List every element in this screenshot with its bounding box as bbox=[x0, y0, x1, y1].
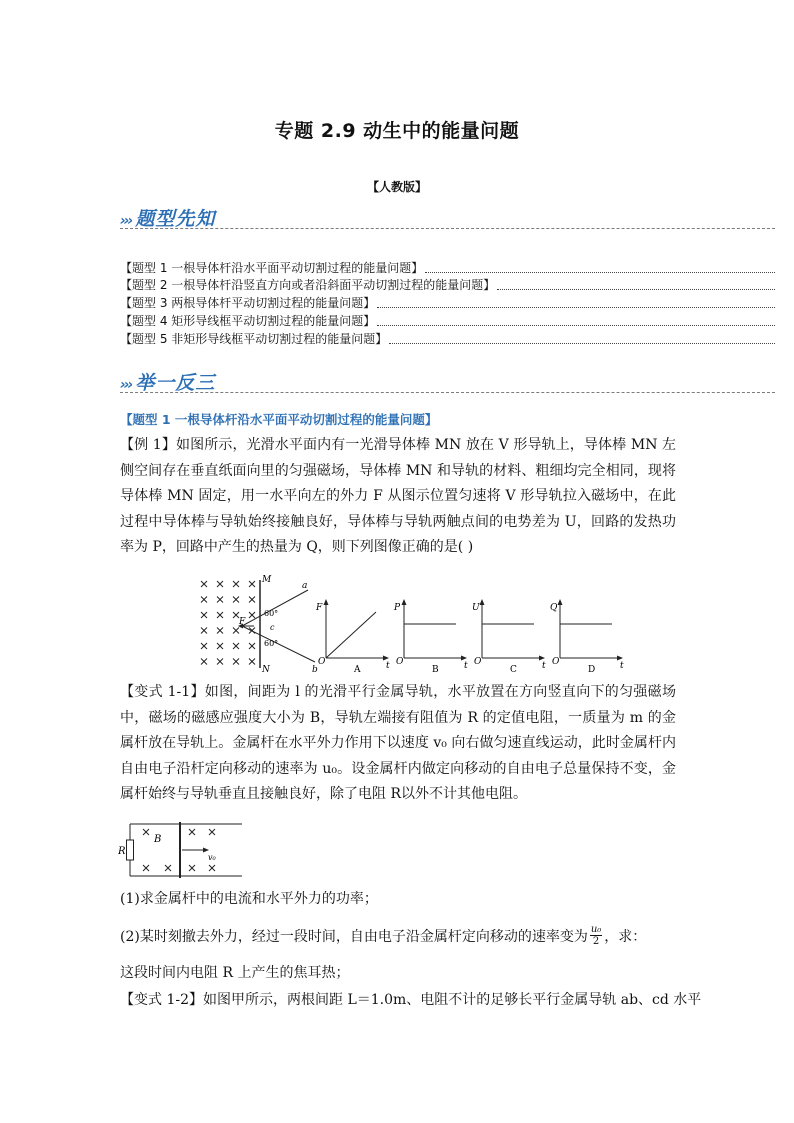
banner-arrows-icon: ››› bbox=[120, 377, 132, 393]
variant-1-1 bbox=[120, 680, 676, 808]
banner-divider bbox=[120, 392, 775, 393]
graph-d-ylabel: Q bbox=[550, 603, 558, 613]
graph-a-origin: O bbox=[318, 657, 326, 667]
label-m: M bbox=[262, 575, 272, 585]
label-c: c bbox=[270, 623, 275, 632]
label-r: R bbox=[118, 846, 126, 857]
magnetic-field-crosses bbox=[201, 581, 255, 665]
toc-item-1[interactable] bbox=[120, 260, 775, 276]
graph-a-xlabel: t bbox=[386, 661, 390, 671]
toc-leader bbox=[377, 325, 775, 326]
figure-v-rail-and-graphs bbox=[190, 572, 630, 678]
toc-item-4[interactable] bbox=[120, 313, 775, 329]
graph-c-xlabel: t bbox=[542, 661, 546, 671]
variant-text: 如图，间距为 l 的光滑平行金属导轨，水平放置在方向竖直向下的匀强磁场中，磁场的磁感应强度大小为 B，导轨左端接有阻值为 R 的定值电阻，一质量为 m 的金属杆放在导轨上。金属杆在水平外力作用下以速度 v₀ 向右做匀速直线运动，此时金属杆内自由电子沿杆定向移动的速率为 u₀。设金属杆内做定向移动的自由电子总量保持不变，金属杆始终与导轨垂直且接触良好，除了电阻 R以外不计其他电阻。 bbox=[120, 684, 676, 802]
toc-item-label: 【题型 2 一根导体杆沿竖直方向或者沿斜面平动切割过程的能量问题】 bbox=[120, 278, 496, 292]
banner-question-types bbox=[120, 204, 215, 228]
variant-1-2 bbox=[120, 989, 701, 1009]
toc-item-label: 【题型 5 非矩形导线框平动切割过程的能量问题】 bbox=[120, 332, 388, 346]
graph-a-ylabel: F bbox=[316, 603, 323, 613]
rail-upper bbox=[242, 590, 308, 626]
fraction-denominator: 2 bbox=[592, 936, 600, 947]
toc-leader bbox=[377, 307, 775, 308]
graph-b-option: B bbox=[432, 665, 439, 675]
toc-leader bbox=[389, 343, 775, 344]
example-text: 如图所示，光滑水平面内有一光滑导体棒 MN 放在 V 形导轨上，导体棒 MN 左侧空间存在垂直纸面向里的匀强磁场，导体棒 MN 和导轨的材料、粗细均完全相同，现将导体棒 MN 固定，用一水平向左的外力 F 从图示位置匀速将 V 形导轨拉入磁场中，在此过程中导体棒与导轨始终接触良好，导体棒与导轨两触点间的电势差为 U，回路的发热功率为 P，回路中产生的热量为 Q，则下列图像正确的是( ) bbox=[120, 437, 677, 555]
velocity-arrowhead bbox=[203, 848, 209, 853]
banner-divider bbox=[120, 228, 775, 229]
toc-item-2[interactable] bbox=[120, 277, 775, 293]
toc-leader bbox=[425, 272, 775, 273]
variant-label: 【变式 1-2】 bbox=[120, 992, 203, 1008]
toc-item-label: 【题型 3 两根导体杆平动切割过程的能量问题】 bbox=[120, 296, 376, 310]
variant-text: 如图甲所示，两根间距 L＝1.0m、电阻不计的足够长平行金属导轨 ab、cd 水平 bbox=[203, 992, 702, 1008]
label-n: N bbox=[262, 665, 270, 675]
resistor bbox=[127, 840, 134, 860]
label-a: a bbox=[302, 581, 308, 591]
graph-b-origin: O bbox=[396, 657, 404, 667]
label-b: b bbox=[312, 665, 318, 675]
banner-examples bbox=[120, 368, 215, 392]
question-2-part: 这段时间内电阻 R 上产生的焦耳热； bbox=[120, 965, 350, 981]
question-2 bbox=[120, 924, 646, 947]
variant-label: 【变式 1-1】 bbox=[120, 684, 205, 700]
edition-label: 【人教版】 bbox=[366, 180, 427, 194]
question-2-text: (2)某时刻撤去外力，经过一段时间，自由电子沿金属杆定向移动的速率变为 bbox=[120, 928, 588, 945]
rail-lower bbox=[242, 626, 315, 662]
example-label: 【例 1】 bbox=[120, 437, 176, 453]
graph-c-ylabel: U bbox=[472, 603, 480, 613]
graph-a-curve bbox=[326, 612, 376, 658]
banner-text: 题型先知 bbox=[135, 208, 216, 230]
toc-item-3[interactable] bbox=[120, 295, 775, 311]
label-angle-lower: 60° bbox=[264, 639, 279, 648]
label-v0: v₀ bbox=[208, 853, 216, 862]
banner-text: 举一反三 bbox=[135, 372, 216, 394]
graph-c-option: C bbox=[510, 665, 517, 675]
section-heading: 【题型 1 一根导体杆沿水平面平动切割过程的能量问题】 bbox=[120, 412, 438, 427]
example-1 bbox=[120, 433, 676, 561]
graph-c-origin: O bbox=[474, 657, 482, 667]
figure-rail-resistor bbox=[118, 820, 244, 880]
graph-d-origin: O bbox=[552, 657, 560, 667]
graph-d bbox=[550, 599, 624, 675]
toc-item-5[interactable] bbox=[120, 331, 775, 347]
fraction bbox=[590, 924, 602, 947]
graph-b bbox=[393, 599, 468, 675]
banner-arrows-icon: ››› bbox=[120, 213, 132, 229]
fraction-numerator: u₀ bbox=[590, 924, 602, 935]
label-b: B bbox=[154, 834, 162, 845]
page-title: 专题 2.9 动生中的能量问题 bbox=[274, 120, 520, 142]
toc-item-label: 【题型 4 矩形导线框平动切割过程的能量问题】 bbox=[120, 314, 376, 328]
question-2-tail: ，求： bbox=[604, 928, 647, 945]
graph-d-option: D bbox=[588, 665, 596, 675]
label-angle-upper: 60° bbox=[264, 609, 279, 618]
label-f: F bbox=[239, 617, 246, 627]
graph-a-option: A bbox=[354, 665, 361, 675]
toc-item-label: 【题型 1 一根导体杆沿水平面平动切割过程的能量问题】 bbox=[120, 261, 424, 275]
graph-c bbox=[472, 599, 546, 675]
toc-leader bbox=[497, 289, 775, 290]
graph-b-xlabel: t bbox=[464, 661, 468, 671]
question-1: (1)求金属杆中的电流和水平外力的功率； bbox=[120, 891, 378, 907]
graph-a bbox=[315, 599, 390, 675]
graph-d-xlabel: t bbox=[620, 661, 624, 671]
graph-b-ylabel: P bbox=[394, 603, 401, 613]
